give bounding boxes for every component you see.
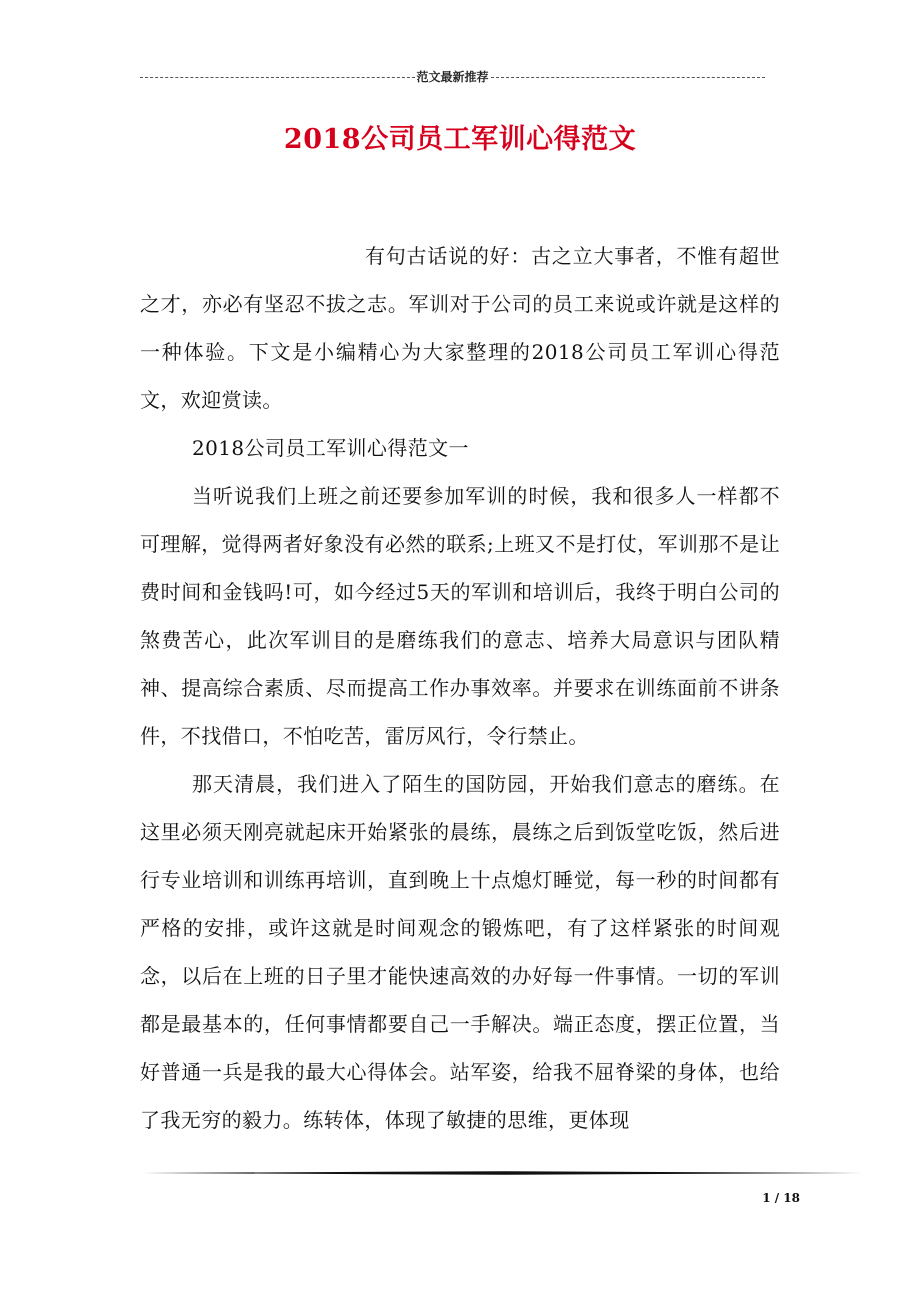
body-paragraph-1: 当听说我们上班之前还要参加军训的时候，我和很多人一样都不可理解，觉得两者好象没有必然的联系;上班又不是打仗，军训那不是让费时间和金钱吗!可，如今经过5天的军训和培训后，我终于明白公司的煞费苦心，此次军训目的是磨练我们的意志、培养大局意识与团队精神、提高综合素质、尽而提高工作办事效率。并要求在训练面前不讲条件，不找借口，不怕吃苦，雷厉风行，令行禁止。 (140, 484, 780, 748)
page-header (140, 66, 765, 86)
page-current: 1 (762, 1191, 771, 1205)
page-total: 18 (783, 1191, 800, 1205)
document-title: 2018公司员工军训心得范文 (283, 124, 637, 155)
header-dash-right (491, 77, 766, 78)
intro-paragraph: 有句古话说的好：古之立大事者，不惟有超世之才，亦必有坚忍不拔之志。军训对于公司的员工来说或许就是这样的一种体验。下文是小编精心为大家整理的2018公司员工军训心得范文，欢迎赏读。 (140, 244, 780, 412)
footer-rule (142, 1168, 862, 1178)
section-subheading: 2018公司员工军训心得范文一 (192, 436, 469, 460)
page-number (740, 1190, 800, 1206)
header-label: 范文最新推荐 (416, 69, 489, 84)
header-dash-left (140, 77, 415, 78)
page-separator: / (770, 1191, 784, 1205)
body-paragraph-2: 那天清晨，我们进入了陌生的国防园，开始我们意志的磨练。在这里必须天刚亮就起床开始紧张的晨练，晨练之后到饭堂吃饭，然后进行专业培训和训练再培训，直到晚上十点熄灯睡觉，每一秒的时间都有严格的安排，或许这就是时间观念的锻炼吧，有了这样紧张的时间观念，以后在上班的日子里才能快速高效的办好每一件事情。一切的军训都是最基本的，任何事情都要自己一手解决。端正态度，摆正位置，当好普通一兵是我的最大心得体会。站军姿，给我不屈脊梁的身体，也给了我无穷的毅力。练转体，体现了敏捷的思维，更体现 (140, 772, 780, 1132)
document-body (140, 232, 780, 1144)
